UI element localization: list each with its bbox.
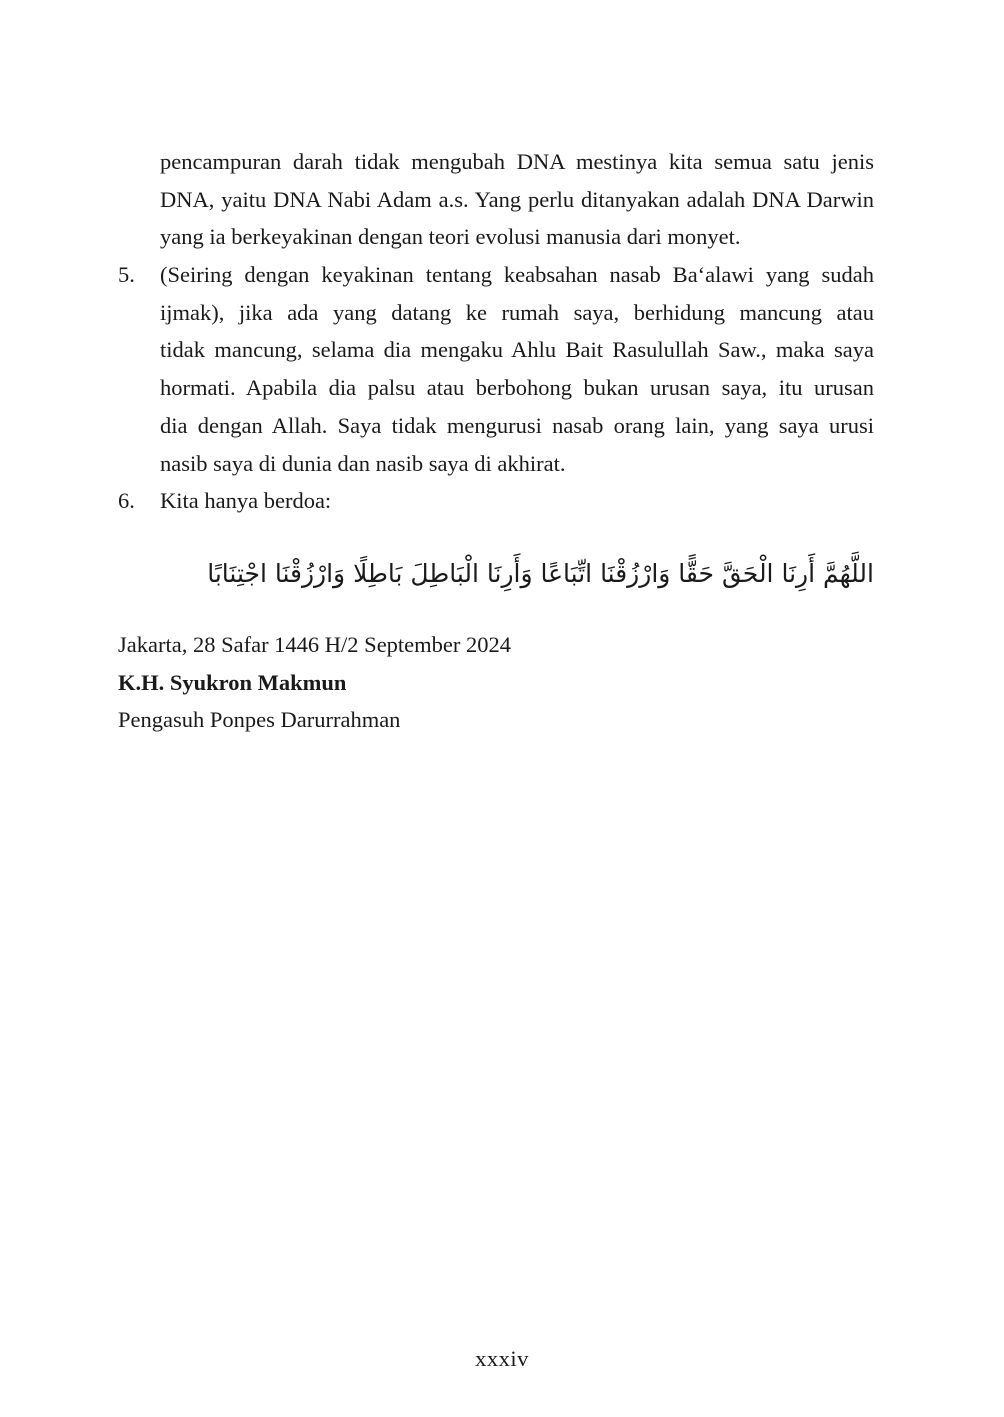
list-item-number: 5. — [118, 262, 135, 287]
list-item-line: (Seiring dengan keyakinan tentang keabsahan nasab Baʻalawi yang sudah — [160, 262, 874, 287]
list-item-line: ijmak), jika ada yang datang ke rumah saya, berhidung mancung atau — [160, 299, 874, 325]
continued-paragraph — [160, 143, 874, 256]
signatory-name: K.H. Syukron Makmun — [118, 669, 347, 695]
list-item-number: 6. — [118, 488, 135, 513]
page-number: xxxiv — [475, 1346, 529, 1371]
paragraph-line: pencampuran darah tidak mengubah DNA mestinya kita semua satu jenis — [160, 149, 874, 174]
list-item-line: Kita hanya berdoa: — [160, 488, 332, 513]
list-item-line: tidak mancung, selama dia mengaku Ahlu Bait Rasulullah Saw., maka saya — [160, 337, 874, 363]
list-item-body — [160, 482, 874, 520]
paragraph-line: yang ia berkeyakinan dengan teori evolusi manusia dari monyet. — [160, 224, 741, 250]
signatory-title: Pengasuh Ponpes Darurrahman — [118, 707, 401, 733]
arabic-prayer: اللَّهُمَّ أَرِنَا الْحَقَّ حَقًّا وَارْزُقْنَا اتِّبَاعًا وَأَرِنَا الْبَاطِلَ بَاطِلًا وَارْزُقْنَا اجْتِنَابًا — [207, 559, 874, 588]
paragraph-line: DNA, yaitu DNA Nabi Adam a.s. Yang perlu ditanyakan adalah DNA Darwin — [160, 186, 874, 212]
place-date: Jakarta, 28 Safar 1446 H/2 September 2024 — [118, 632, 512, 657]
list-item-line: dia dengan Allah. Saya tidak mengurusi nasab orang lain, yang saya urusi — [160, 412, 874, 438]
signature-block — [118, 626, 738, 739]
list-item-line: nasib saya di dunia dan nasib saya di akhirat. — [160, 450, 566, 476]
list-item-line: hormati. Apabila dia palsu atau berbohong bukan urusan saya, itu urusan — [160, 375, 874, 401]
list-item-body — [160, 256, 874, 482]
